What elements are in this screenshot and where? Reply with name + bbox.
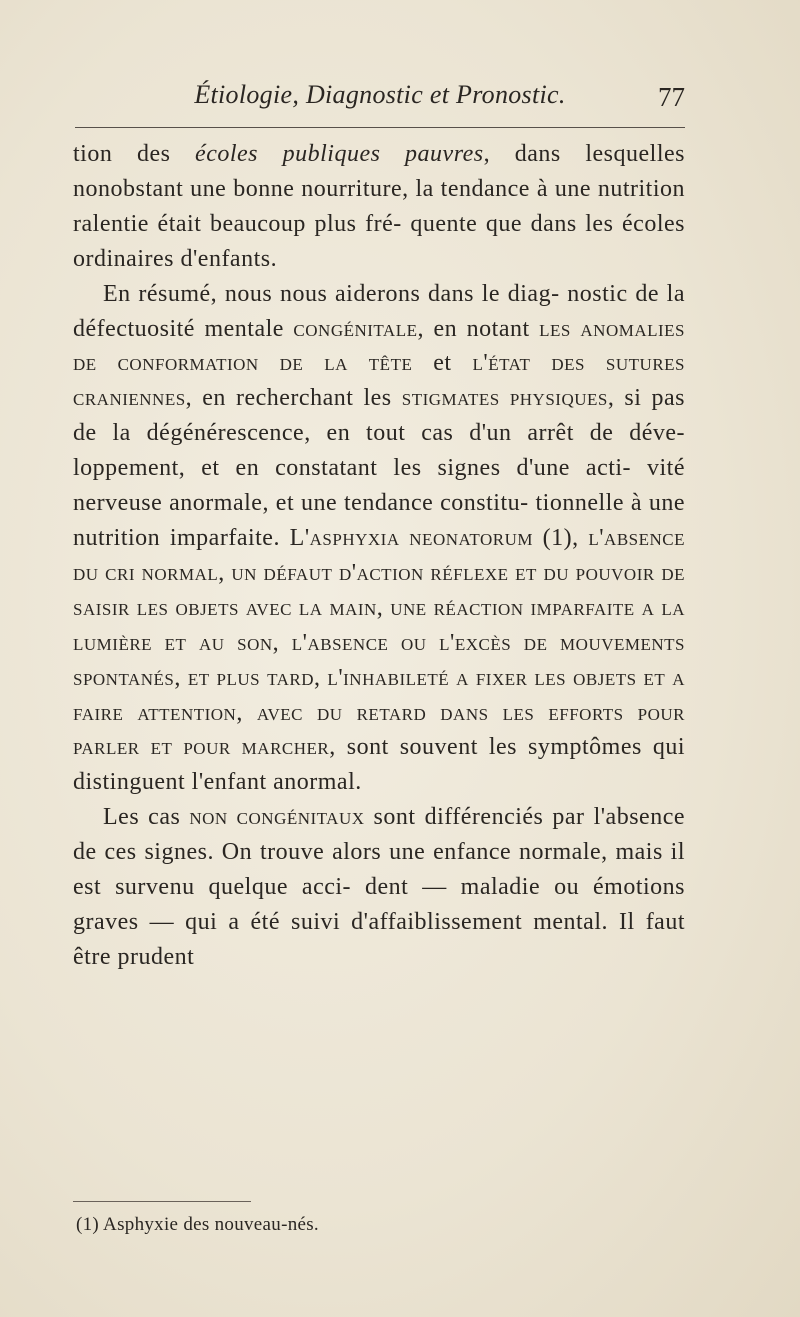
footnote: (1) Asphyxie des nouveau-nés.: [76, 1214, 319, 1235]
text-run: , en recherchant les: [185, 385, 402, 412]
small-caps-text: congénitale: [293, 315, 418, 342]
paragraph: [73, 277, 685, 801]
text-run: sont différenciés par l'absence de ces signes. On trouve alors une enfance normale, mais il est survenu quelque acci- dent — maladie ou émotions graves — qui a été suivi d'affaiblissement mental. Il faut être prudent: [73, 804, 686, 970]
page-header: [75, 76, 685, 134]
text-run: , sont souvent les symptômes qui distinguent l'enfant anormal.: [73, 734, 685, 796]
text-run: , si pas de la dégénérescence, en tout cas d'un arrêt de déve- loppement, et en constatant les signes d'une acti- vité nerveuse anormale, et une tendance constitu- tionnelle à une nutrition imparfaite.: [73, 385, 686, 551]
italic-text: écoles publiques pauvres: [195, 141, 484, 167]
small-caps-text: stigmates physiques: [401, 385, 608, 412]
small-caps-text: les anomalies de conformation de la tête: [73, 315, 685, 377]
text-run: tion des: [73, 141, 196, 167]
page-number: 77: [658, 82, 685, 112]
small-caps-text: l'état des sutures craniennes: [73, 350, 685, 412]
small-caps-text: l'absence du cri normal, un défaut d'action réflexe et du pouvoir de saisir les objets avec la main, une réaction imparfaite a la lumière et au son, l'absence ou l'excès de mouvements spontanés, et plus tard, l'inhabileté a fixer les objets et a faire attention, avec du retard dans les efforts pour parler et pour marcher: [73, 524, 686, 761]
text-run: et: [412, 350, 473, 377]
text-run: En résumé, nous nous aiderons dans le diag- nostic de la défectuosité mentale: [73, 280, 685, 342]
text-run: , en notant: [417, 315, 540, 342]
paragraph: [73, 800, 685, 975]
footnote-rule: [73, 1201, 251, 1202]
small-caps-text: L'asphyxia neonatorum: [289, 524, 533, 551]
text-run: (1),: [532, 524, 589, 551]
small-caps-text: non congénitaux: [189, 804, 365, 831]
text-run: , dans lesquelles nonobstant une bonne nourriture, la tendance à une nutrition ralentie était beaucoup plus fré- quente que dans les écoles ordinaires d'enfants.: [73, 141, 686, 272]
paragraph: [73, 137, 685, 277]
body-text: [73, 137, 685, 975]
running-title: Étiologie, Diagnostic et Pronostic.: [194, 80, 566, 109]
text-run: Les cas: [103, 804, 190, 831]
header-rule: [75, 127, 685, 128]
